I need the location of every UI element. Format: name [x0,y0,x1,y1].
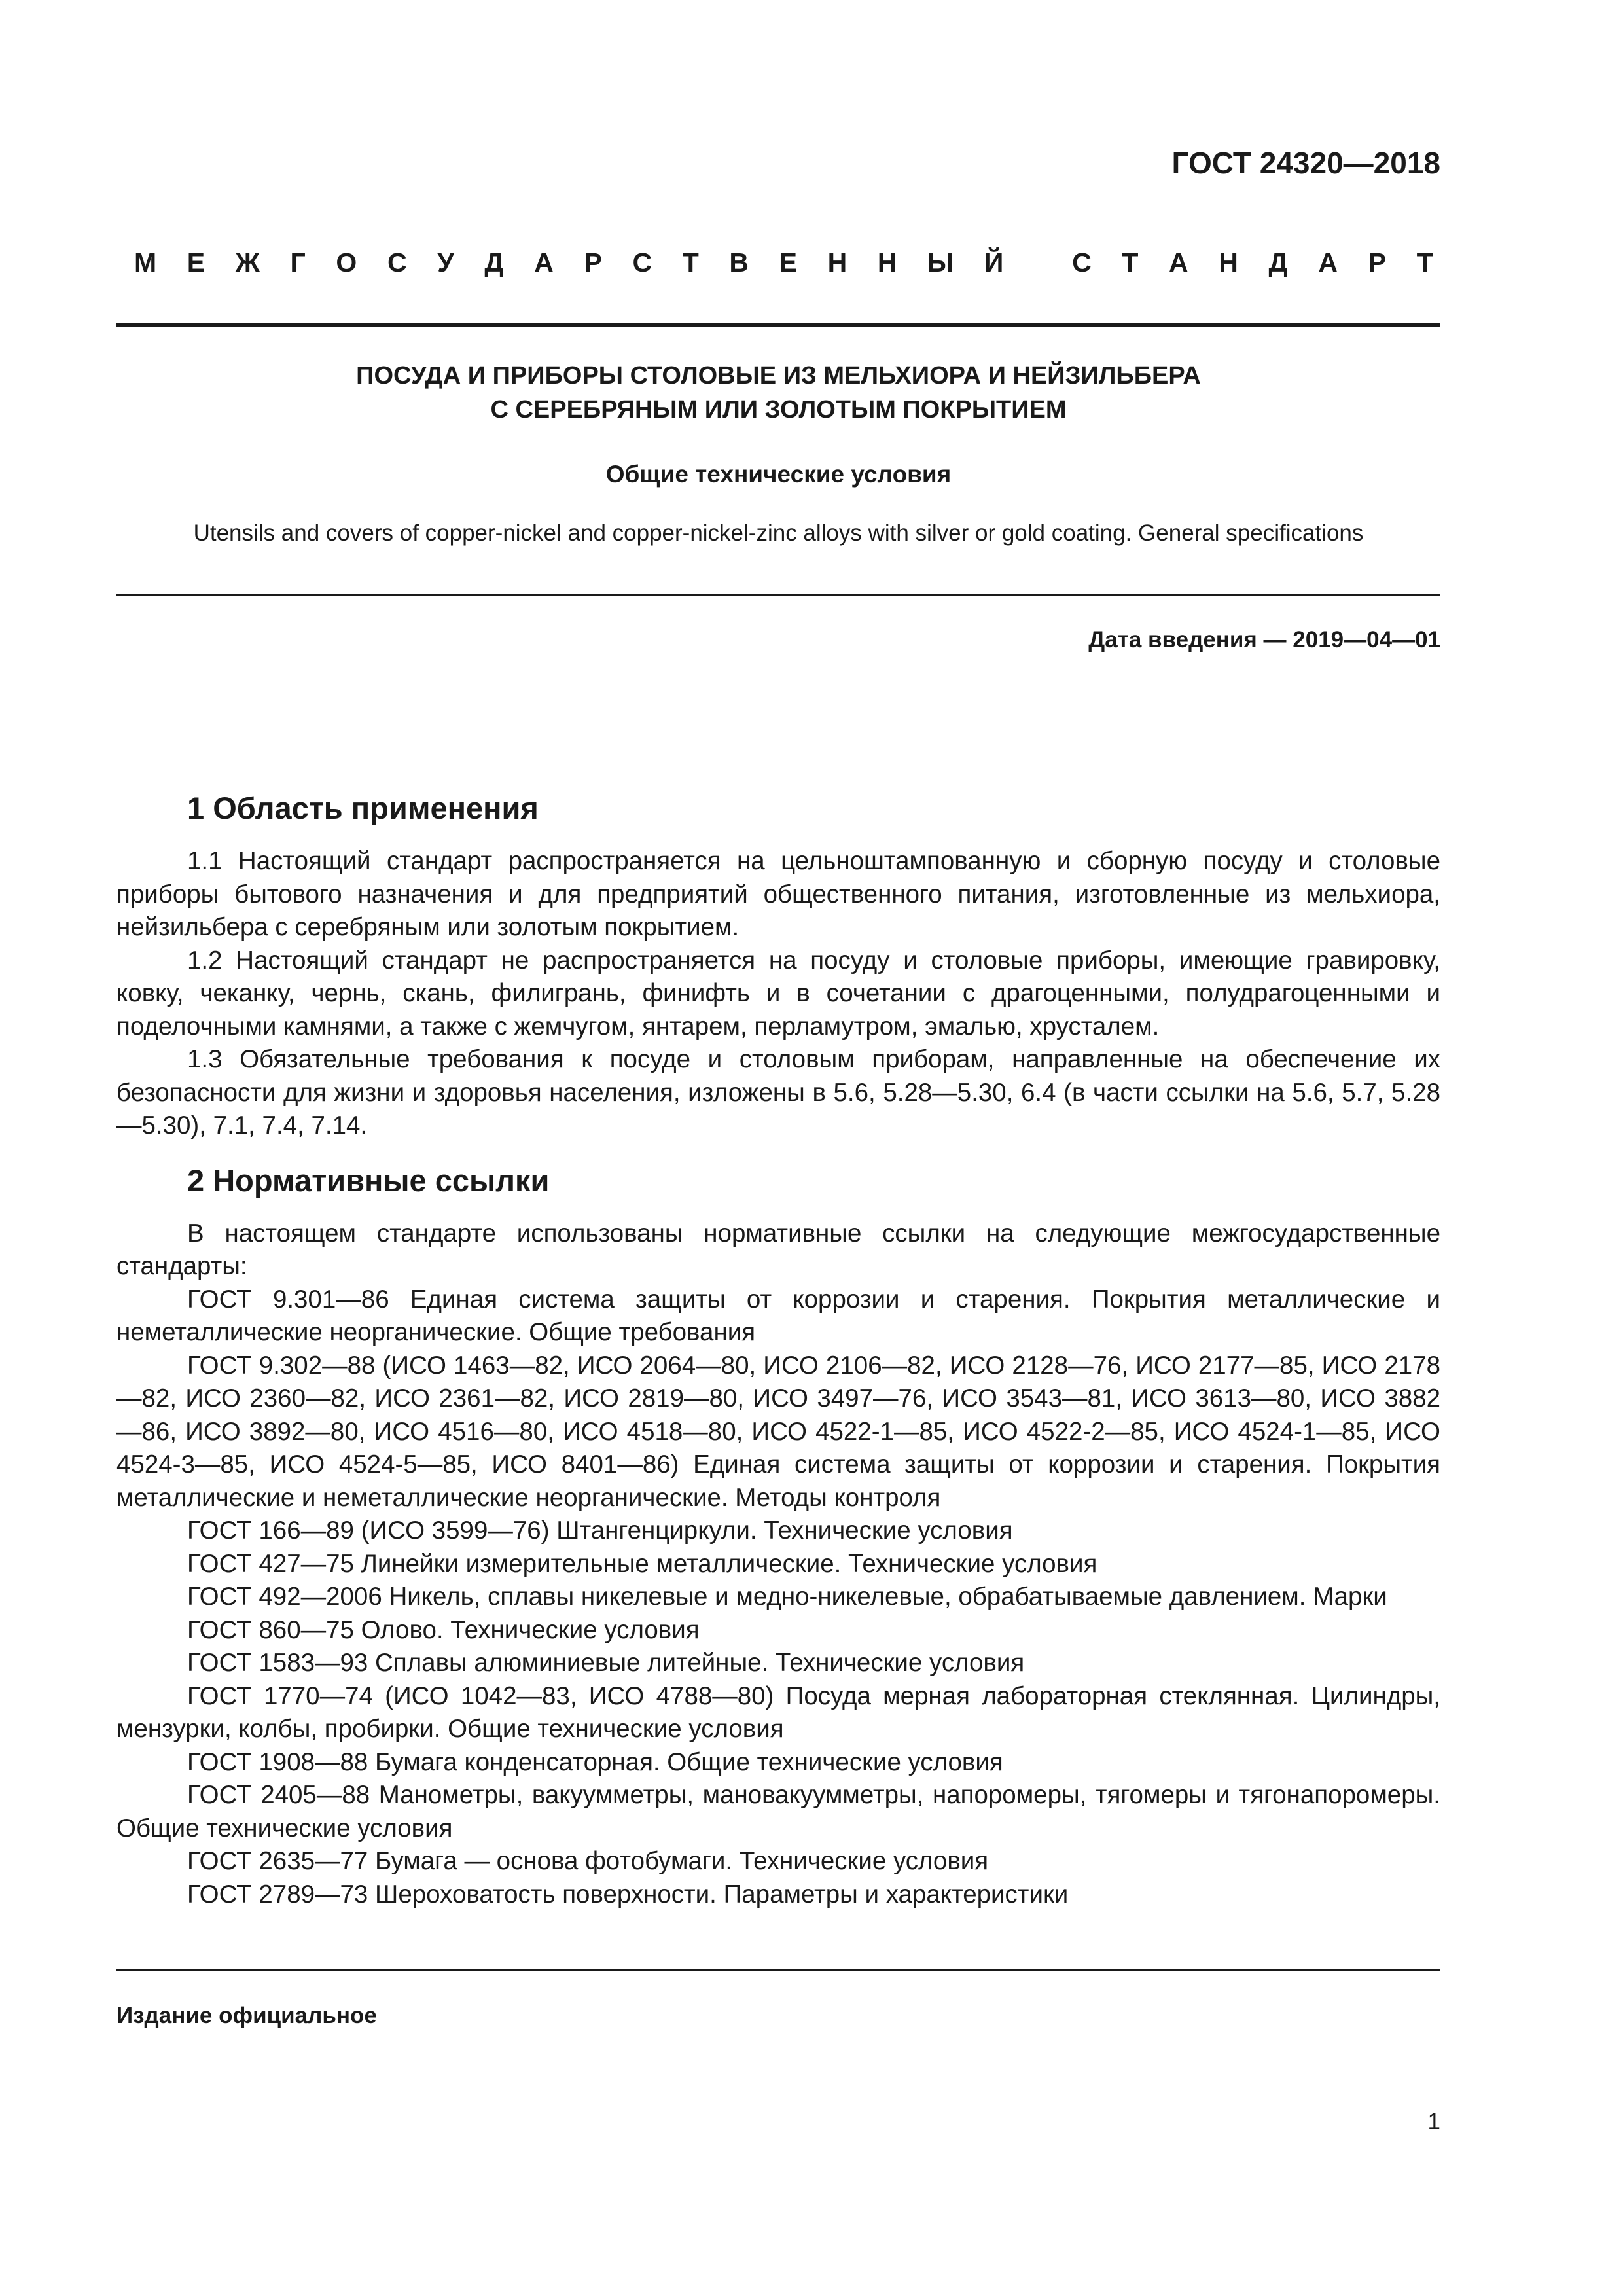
banner-letter: М [134,247,157,278]
reference-item: ГОСТ 166—89 (ИСО 3599—76) Штангенциркули. Технические условия [187,1516,1013,1545]
banner-letter: Н [877,247,897,278]
banner-letter: Д [1268,247,1288,278]
reference-item: ГОСТ 2635—77 Бумага — основа фотобумаги. Технические условия [187,1847,989,1875]
official-edition-label: Издание официальное [116,2003,377,2028]
english-title: Utensils and covers of copper-nickel and copper-nickel-zinc alloys with silver or gold coating. General specifications [193,520,1364,546]
banner-letter: Ж [235,247,260,278]
banner-letter: Н [1219,247,1238,278]
banner-letter: О [336,247,357,278]
paragraph-1-3: 1.3 Обязательные требования к посуде и столовым приборам, направленные на обеспечение их безопасности для жизни и здоровья населения, изложены в 5.6, 5.28—5.30, 6.4 (в части ссылки на 5.6, 5.7, 5.28—5.30), 7.1, 7.4, 7.14. [116,1045,1440,1139]
document-body [116,789,1440,1911]
interstate-standard-banner [134,247,1433,278]
banner-letter: Р [584,247,602,278]
reference-item: ГОСТ 2789—73 Шероховатость поверхности. Параметры и характеристики [187,1880,1069,1909]
banner-letter: Н [827,247,847,278]
section-1-heading: 1 Область применения [187,791,539,825]
banner-letter: Т [1122,247,1139,278]
page-number: 1 [1427,2109,1440,2134]
reference-item: ГОСТ 2405—88 Манометры, вакуумметры, мановакуумметры, напоромеры, тягомеры и тягонапоромеры. Общие технические условия [116,1781,1440,1842]
banner-letter: Т [682,247,699,278]
section-2-intro: В настоящем стандарте использованы нормативные ссылки на следующие межгосударственные стандарты: [116,1219,1440,1280]
banner-letter: Е [187,247,205,278]
reference-item: ГОСТ 860—75 Олово. Технические условия [187,1615,700,1644]
document-title [116,359,1440,427]
reference-item: ГОСТ 9.301—86 Единая система защиты от коррозии и старения. Покрытия металлические и неметаллические неорганические. Общие требования [116,1285,1440,1346]
banner-letter: С [1072,247,1092,278]
title-line-2: С СЕРЕБРЯНЫМ ИЛИ ЗОЛОТЫМ ПОКРЫТИЕМ [490,396,1067,423]
paragraph-1-2: 1.2 Настоящий стандарт не распространяется на посуду и столовые приборы, имеющие гравировку, ковку, чеканку, чернь, скань, филигрань, финифть и в сочетании с драгоценными, полудрагоценными и поделочными камнями, а также с жемчугом, янтарем, перламутром, эмалью, хрусталем. [116,946,1440,1041]
banner-letter: А [534,247,554,278]
banner-letter: С [387,247,407,278]
title-line-1: ПОСУДА И ПРИБОРЫ СТОЛОВЫЕ ИЗ МЕЛЬХИОРА И НЕЙЗИЛЬБЕРА [356,362,1201,389]
reference-item: ГОСТ 1770—74 (ИСО 1042—83, ИСО 4788—80) Посуда мерная лабораторная стеклянная. Цилиндры, мензурки, колбы, пробирки. Общие технические условия [116,1681,1440,1743]
banner-letter: В [729,247,749,278]
title-rule [116,594,1440,596]
banner-letter: Р [1368,247,1386,278]
footer-rule [116,1969,1440,1971]
reference-item: ГОСТ 9.302—88 (ИСО 1463—82, ИСО 2064—80, ИСО 2106—82, ИСО 2128—76, ИСО 2177—85, ИСО 2178—82, ИСО 2360—82, ИСО 2361—82, ИСО 2819—80, ИСО 3497—76, ИСО 3543—81, ИСО 3613—80, ИСО 3882—86, ИСО 3892—80, ИСО 4516—80, ИСО 4518—80, ИСО 4522-1—85, ИСО 4522-2—85, ИСО 4524-1—85, ИСО 4524-3—85, ИСО 4524-5—85, ИСО 8401—86) Единая система защиты от коррозии и старения. Покрытия металлические и неметаллические неорганические. Методы контроля [116,1351,1440,1512]
banner-letter: Г [290,247,306,278]
banner-letter: У [437,247,454,278]
paragraph-1-1: 1.1 Настоящий стандарт распространяется на цельноштампованную и сборную посуду и столовые приборы бытового назначения и для предприятий общественного питания, изготовленные из мельхиора, нейзильбера с серебряным или золотым покрытием. [116,847,1440,941]
banner-letter: Т [1416,247,1433,278]
document-subtitle: Общие технические условия [605,461,952,488]
banner-letter: Д [484,247,504,278]
banner-letter: Ы [927,247,954,278]
banner-letter: С [632,247,652,278]
banner-letter: Й [984,247,1004,278]
section-2-heading: 2 Нормативные ссылки [187,1162,550,1198]
reference-item: ГОСТ 1583—93 Сплавы алюминиевые литейные. Технические условия [187,1649,1025,1677]
banner-gap [1034,247,1041,278]
banner-letter: Е [779,247,797,278]
reference-item: ГОСТ 1908—88 Бумага конденсаторная. Общие технические условия [187,1748,1003,1776]
header-rule [116,323,1440,327]
banner-letter: А [1318,247,1338,278]
reference-item: ГОСТ 492—2006 Никель, сплавы никелевые и медно-никелевые, обрабатываемые давлением. Марки [187,1583,1387,1611]
reference-item: ГОСТ 427—75 Линейки измерительные металлические. Технические условия [187,1549,1097,1578]
standard-number: ГОСТ 24320—2018 [1171,146,1440,180]
banner-letter: А [1169,247,1188,278]
introduction-date: Дата введения — 2019—04—01 [1088,627,1440,653]
